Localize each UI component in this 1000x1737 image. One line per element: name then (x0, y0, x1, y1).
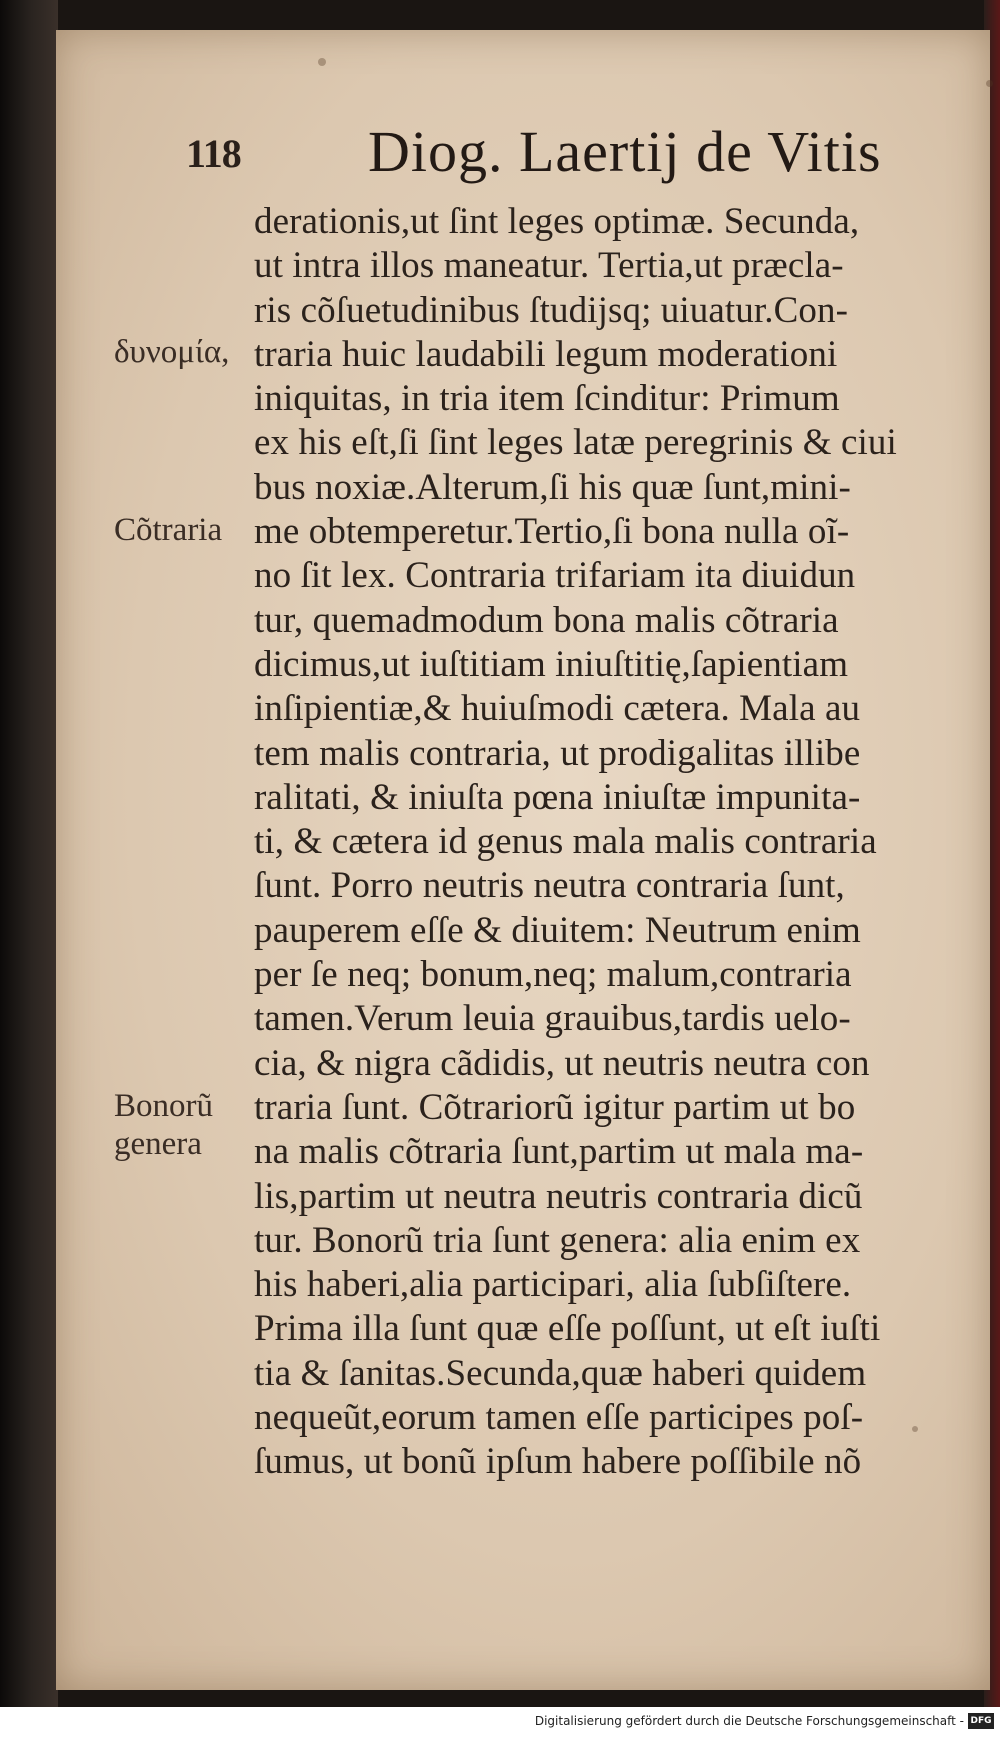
text-line: inſipientiæ,& huiuſmodi cætera. Mala au (254, 688, 861, 730)
margin-note: Cõtraria (114, 512, 223, 548)
dfg-logo: DFG (968, 1713, 994, 1729)
text-line: pauperem eſſe & diuitem: Neutrum enim (254, 909, 861, 951)
page-header (56, 100, 990, 190)
text-line: me obtemperetur.Tertio,ſi bona nulla oĩ- (254, 511, 850, 553)
text-line: tem malis contraria, ut prodigalitas illibe (254, 732, 861, 774)
text-line: no ſit lex. Contraria trifariam ita diuidun (254, 555, 856, 597)
text-line: ut intra illos maneatur. Tertia,ut præcla- (254, 245, 844, 287)
text-line: ſumus, ut bonũ ipſum habere poſſibile nõ (254, 1441, 862, 1483)
text-line: per ſe neq; bonum,neq; malum,contraria (254, 954, 852, 996)
text-line: iniquitas, in tria item ſcinditur: Primum (254, 378, 840, 420)
ink-blot (986, 80, 993, 87)
funding-credit: Digitalisierung gefördert durch die Deutsche Forschungsgemeinschaft - (534, 1714, 964, 1728)
text-line: ralitati, & iniuſta pœna iniuſtæ impunita- (254, 776, 861, 818)
text-line: lis,partim ut neutra neutris contraria dicũ (254, 1175, 863, 1217)
book-page (56, 30, 990, 1690)
text-line: traria huic laudabili legum moderationi (254, 333, 838, 375)
text-line: ti, & cætera id genus mala malis contraria (254, 821, 877, 863)
ink-blot (318, 58, 326, 66)
text-line: traria ſunt. Cõtrariorũ igitur partim ut bo (254, 1086, 856, 1128)
book-spine-left (0, 0, 58, 1737)
text-line: na malis cõtraria ſunt,partim ut mala ma- (254, 1131, 864, 1173)
text-line: ris cõſuetudinibus ſtudijsq; uiuatur.Con- (254, 289, 849, 331)
margin-note: genera (114, 1126, 202, 1162)
page-number: 118 (186, 131, 241, 176)
text-line: Prima illa ſunt quæ eſſe poſſunt, ut eſt iuſti (254, 1308, 881, 1350)
text-line: his haberi,alia participari, alia ſubſiſtere. (254, 1264, 852, 1306)
text-line: ſunt. Porro neutris neutra contraria ſunt, (254, 865, 845, 907)
digitization-footer (0, 1707, 1000, 1737)
text-line: tur, quemadmodum bona malis cõtraria (254, 599, 839, 641)
text-block (254, 200, 964, 1485)
text-line: tamen.Verum leuia grauibus,tardis uelo- (254, 998, 851, 1040)
margin-note: Bonorũ (114, 1088, 213, 1124)
text-line: tur. Bonorũ tria ſunt genera: alia enim ex (254, 1219, 861, 1261)
text-line: cia, & nigra cãdidis, ut neutris neutra con (254, 1042, 870, 1084)
text-line: derationis,ut ſint leges optimæ. Secunda, (254, 201, 860, 242)
text-line: nequeũt,eorum tamen eſſe participes poſ- (254, 1397, 864, 1439)
text-line: tia & ſanitas.Secunda,quæ haberi quidem (254, 1352, 867, 1394)
text-line: dicimus,ut iuſtitiam iniuſtitię,ſapientiam (254, 643, 849, 685)
text-line: bus noxiæ.Alterum,ſi his quæ ſunt,mini- (254, 466, 851, 508)
margin-note: δυνομία, (114, 334, 230, 370)
text-line: ex his eſt,ſi ſint leges latæ peregrinis & ciui (254, 422, 897, 464)
running-title: Diog. Laertij de Vitis (368, 119, 882, 184)
